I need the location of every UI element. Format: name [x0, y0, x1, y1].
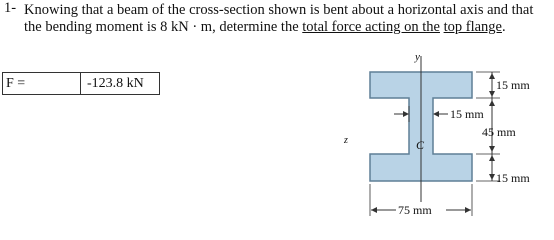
answer-box [2, 72, 160, 95]
question-line-1 [24, 2, 533, 19]
underlined-phrase-1: total force acting on the [302, 19, 440, 35]
width-dim-label: 75 mm [398, 203, 432, 217]
web-height-dim-label: 45 mm [482, 125, 516, 139]
arrowhead [433, 111, 439, 117]
question-text-2: the bending moment is 8 kN · m, determine the [24, 19, 303, 35]
centroid-label: C [416, 138, 425, 152]
question-line-2 [24, 19, 506, 36]
arrowhead [489, 100, 495, 106]
bottom-flange-dim-label: 15 mm [496, 171, 530, 185]
z-axis-label: z [344, 135, 348, 146]
y-axis-label: y [415, 51, 420, 63]
arrowhead [489, 174, 495, 180]
top-flange-dim-label: 15 mm [496, 78, 530, 92]
arrowhead [489, 91, 495, 97]
answer-value[interactable]: -123.8 kN [87, 76, 144, 91]
underlined-phrase-2: top flange [443, 19, 502, 35]
answer-label: F = [3, 73, 81, 94]
arrowhead [403, 111, 409, 117]
arrowhead [371, 207, 377, 213]
web-dim-label: 15 mm [450, 107, 484, 121]
arrowhead [489, 146, 495, 152]
beam-cross-section-figure [330, 44, 554, 219]
question-period: . [501, 19, 506, 35]
question-number: 1- [4, 0, 17, 16]
arrowhead [489, 73, 495, 79]
question-text-1: Knowing that a beam of the cross-section shown is bent about a horizontal axis and that [24, 2, 534, 18]
arrowhead [489, 155, 495, 161]
arrowhead [465, 207, 471, 213]
